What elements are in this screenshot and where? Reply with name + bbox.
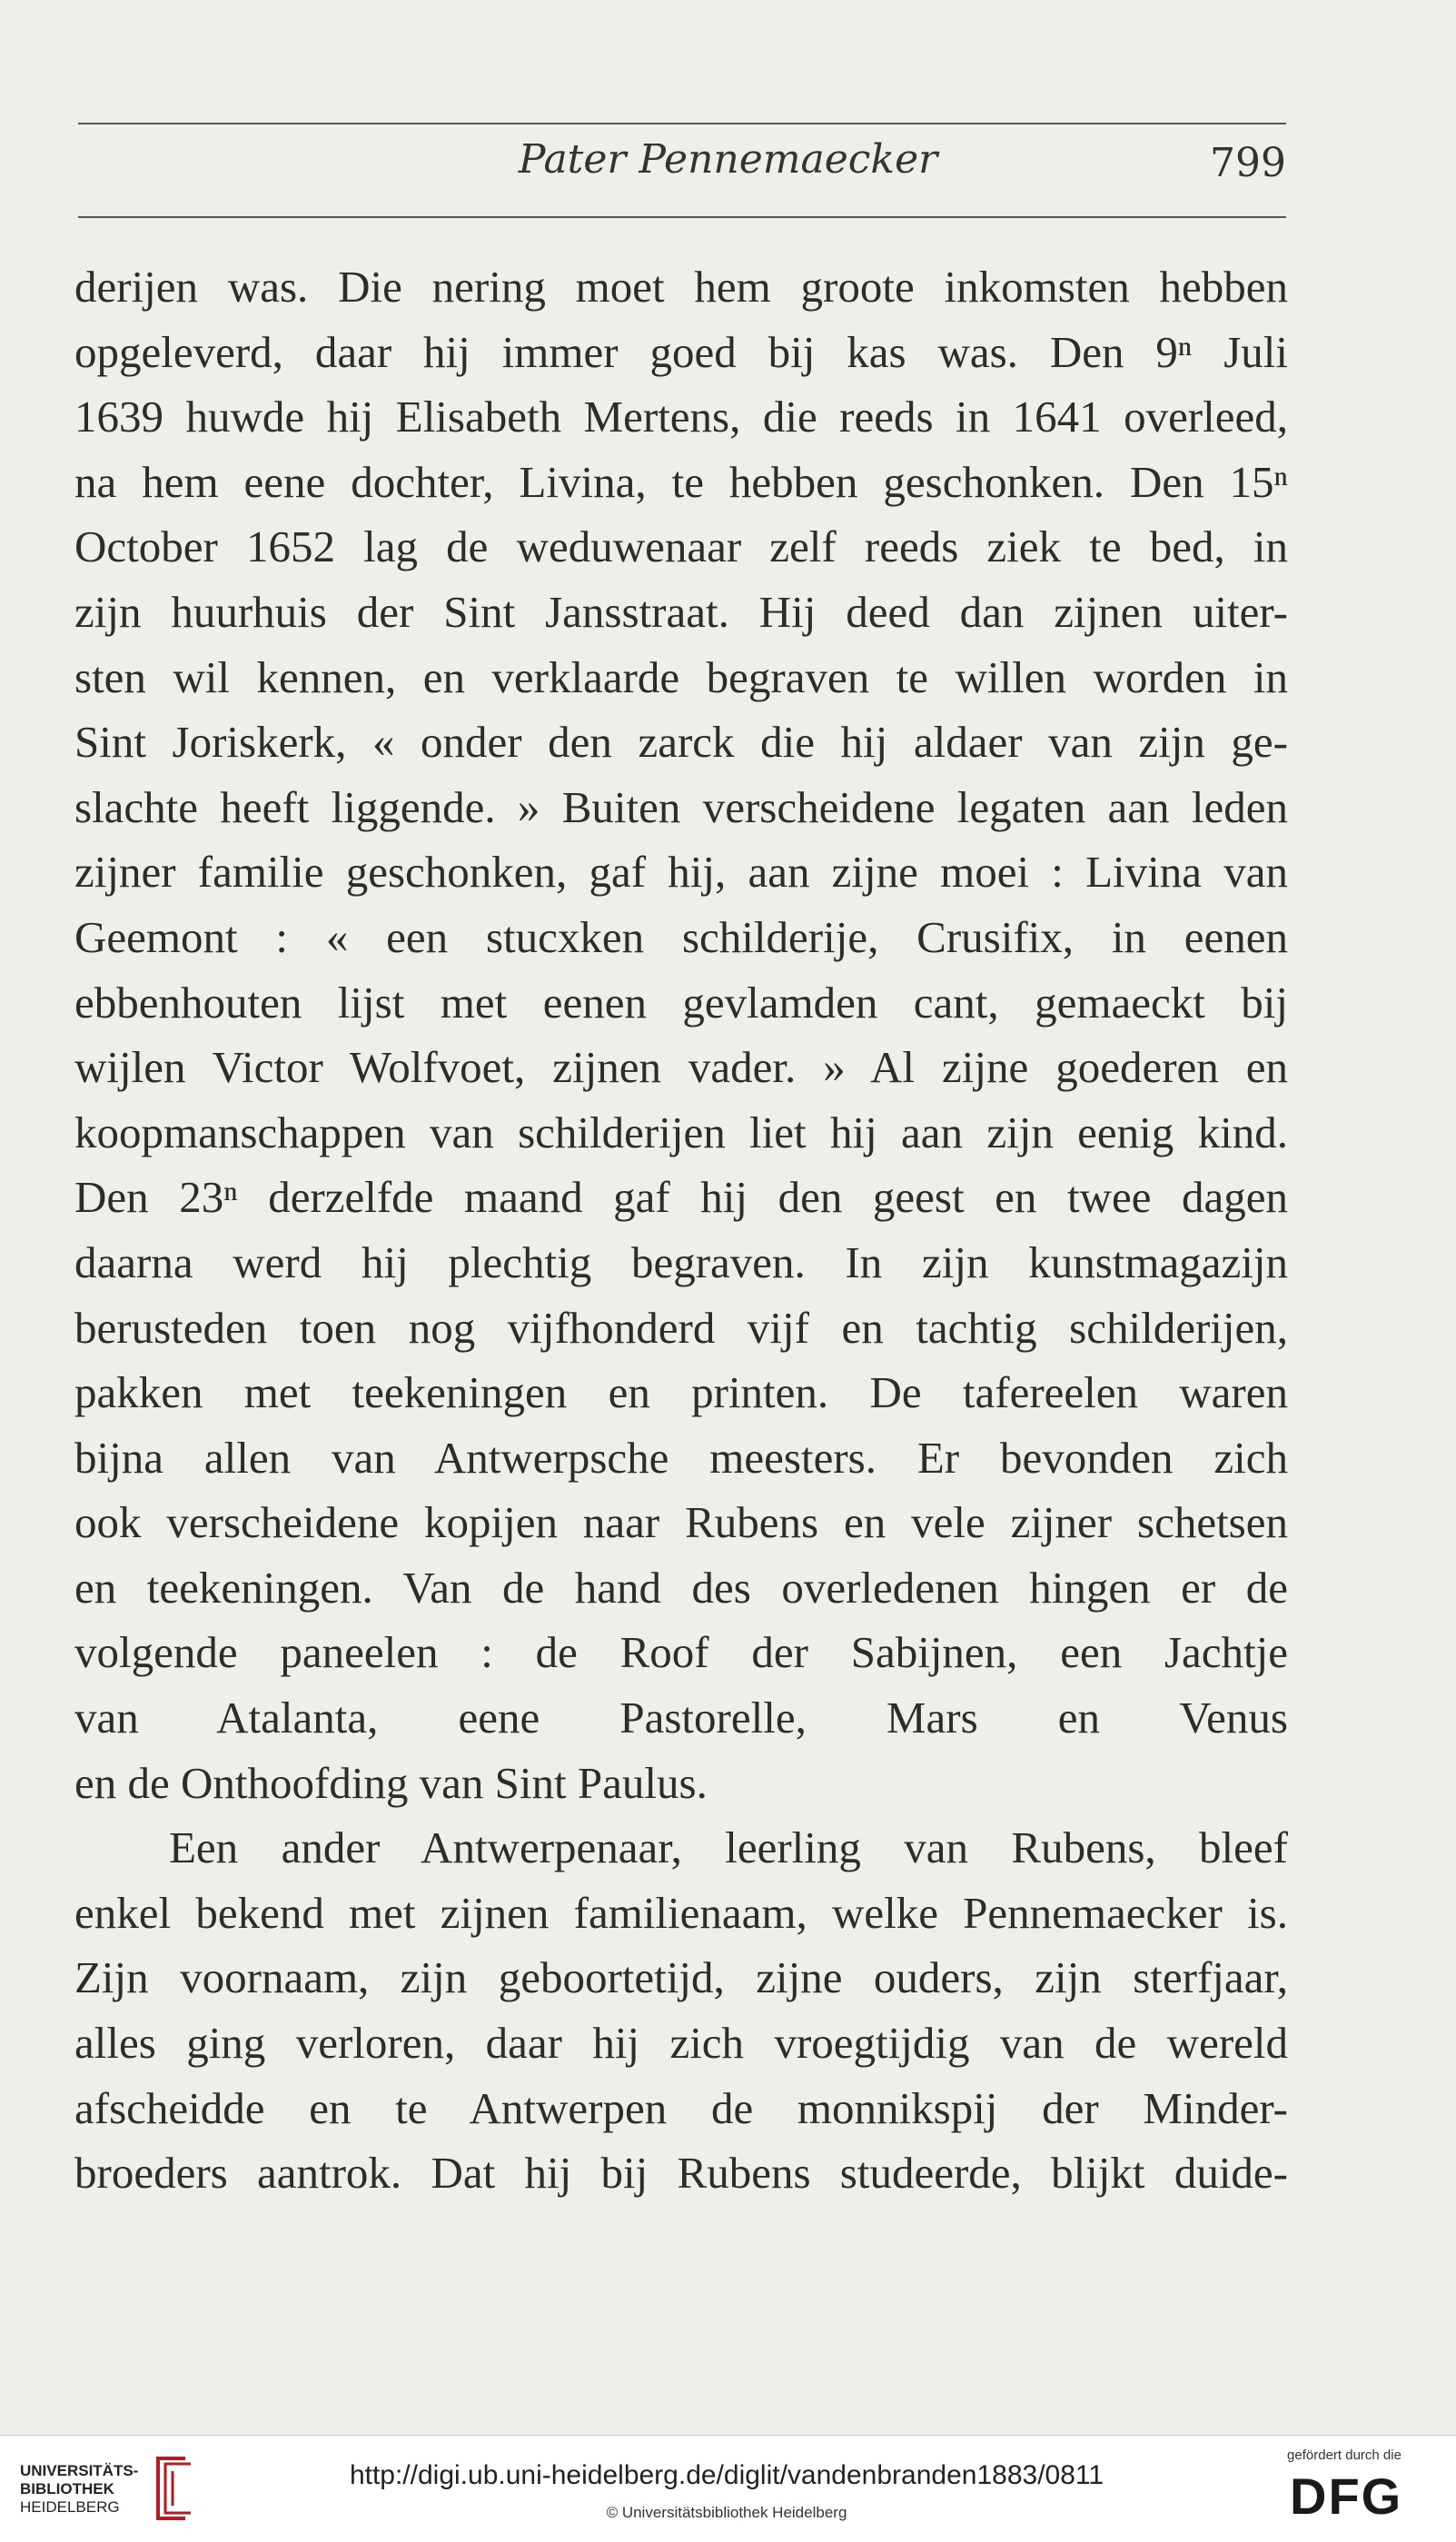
- text-line: volgende paneelen : de Roof der Sabijnen, een Jachtje: [74, 1627, 1288, 1678]
- text-line: Geemont : « een stucxken schilderije, Crusifix, in eenen: [74, 911, 1288, 962]
- text-line: van Atalanta, eene Pastorelle, Mars en Venus: [74, 1693, 1288, 1743]
- text-line: sten wil kennen, en verklaarde begraven te willen worden in: [74, 651, 1288, 702]
- text-line: na hem eene dochter, Livina, te hebben geschonken. Den 15ⁿ: [74, 456, 1288, 507]
- text-line: en teekeningen. Van de hand des overledenen hingen er de: [74, 1562, 1288, 1613]
- library-name: [20, 2462, 138, 2517]
- header-bottom-rule: [78, 216, 1286, 218]
- text-line: opgeleverd, daar hij immer goed bij kas was. Den 9ⁿ Juli: [74, 326, 1288, 377]
- library-logo-icon: [145, 2455, 200, 2526]
- text-line: berusteden toen nog vijfhonderd vijf en tachtig schilderijen,: [74, 1302, 1288, 1353]
- text-line: afscheidde en te Antwerpen de monnikspij der Minder-: [74, 2082, 1288, 2133]
- copyright-notice: © Universitätsbibliothek Heidelberg: [606, 2504, 847, 2521]
- text-line: slachte heeft liggende. » Buiten verscheidene legaten aan leden: [74, 781, 1288, 832]
- text-line: enkel bekend met zijnen familienaam, welke Pennemaecker is.: [74, 1887, 1288, 1938]
- text-line: bijna allen van Antwerpsche meesters. Er bevonden zich: [74, 1432, 1288, 1483]
- text-line: zijner familie geschonken, gaf hij, aan zijne moei : Livina van: [74, 847, 1288, 898]
- text-line: en de Onthoofding van Sint Paulus.: [74, 1757, 708, 1808]
- dfg-logo-icon: DFG: [1290, 2468, 1403, 2525]
- text-line: Een ander Antwerpenaar, leerling van Rubens, bleef: [169, 1822, 1288, 1873]
- text-line: alles ging verloren, daar hij zich vroegtijdig van de wereld: [74, 2018, 1288, 2069]
- text-line: koopmanschappen van schilderijen liet hij aan zijn eenig kind.: [74, 1107, 1288, 1157]
- text-line: ook verscheidene kopijen naar Rubens en vele zijner schetsen: [74, 1497, 1288, 1548]
- library-name-line: BIBLIOTHEK: [20, 2480, 114, 2497]
- source-url-link[interactable]: http://digi.ub.uni-heidelberg.de/diglit/vandenbranden1883/0811: [349, 2460, 1104, 2490]
- library-name-line: UNIVERSITÄTS-: [20, 2462, 139, 2479]
- text-line: daarna werd hij plechtig begraven. In zijn kunstmagazijn: [74, 1236, 1288, 1287]
- page-number: 799: [1210, 140, 1286, 186]
- funder-caption: gefördert durch die: [1287, 2448, 1402, 2463]
- text-line: Den 23ⁿ derzelfde maand gaf hij den geest en twee dagen: [74, 1172, 1288, 1223]
- text-line: broeders aantrok. Dat hij bij Rubens studeerde, blijkt duide-: [74, 2148, 1288, 2199]
- text-line: derijen was. Die nering moet hem groote inkomsten hebben: [74, 262, 1288, 312]
- header-top-rule: [78, 123, 1286, 124]
- text-line: zijn huurhuis der Sint Jansstraat. Hij deed dan zijnen uiter-: [74, 586, 1288, 637]
- body-text: [74, 254, 1288, 2206]
- text-line: Sint Joriskerk, « onder den zarck die hij aldaer van zijn ge-: [74, 717, 1288, 768]
- text-line: pakken met teekeningen en printen. De tafereelen waren: [74, 1367, 1288, 1418]
- text-line: wijlen Victor Wolfvoet, zijnen vader. » Al zijne goederen en: [74, 1042, 1288, 1093]
- text-line: ebbenhouten lijst met eenen gevlamden cant, gemaeckt bij: [74, 977, 1288, 1028]
- text-line: Zijn voornaam, zijn geboortetijd, zijne ouders, zijn sterfjaar,: [74, 1952, 1288, 2003]
- text-line: 1639 huwde hij Elisabeth Mertens, die reeds in 1641 overleed,: [74, 392, 1288, 442]
- library-name-line: HEIDELBERG: [20, 2498, 120, 2516]
- footer-divider: [0, 2435, 1456, 2436]
- text-line: October 1652 lag de weduwenaar zelf reeds ziek te bed, in: [74, 521, 1288, 572]
- running-title: Pater Pennemaecker: [518, 136, 938, 183]
